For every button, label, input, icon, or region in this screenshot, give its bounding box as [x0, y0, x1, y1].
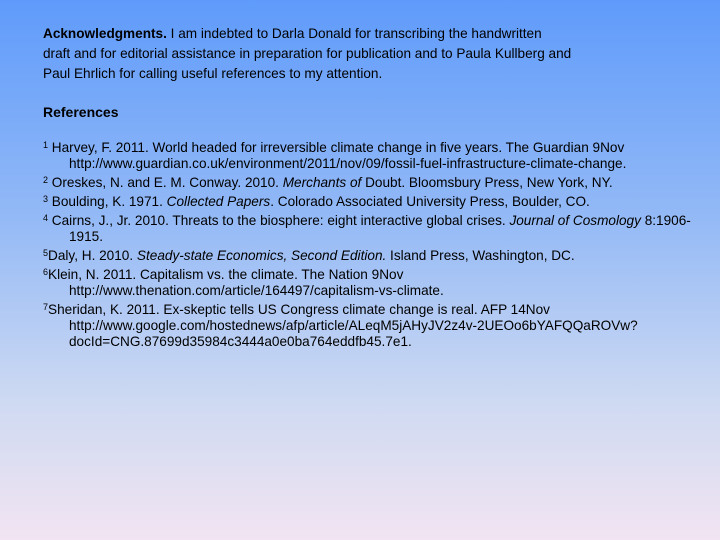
reference-number: 4 [43, 213, 49, 223]
acknowledgments-text-line3: Paul Ehrlich for calling useful references to my attention. [43, 66, 383, 81]
reference-item-7 [43, 302, 693, 350]
reference-text-tail: 8:1906-1915. [69, 213, 691, 244]
reference-title-italic: Merchants of [282, 175, 362, 190]
reference-item-1 [43, 140, 693, 172]
reference-item-5 [43, 248, 693, 264]
reference-text: Klein, N. 2011. Capitalism vs. the climate. The Nation 9Nov http://www.thenation.com/article/164497/capitalism-vs-climate. [48, 267, 444, 298]
reference-text: Oreskes, N. and E. M. Conway. 2010. [48, 175, 283, 190]
slide-content [43, 24, 693, 353]
acknowledgments-paragraph [43, 24, 693, 84]
reference-item-3 [43, 194, 693, 210]
acknowledgments-title: Acknowledgments. [43, 26, 167, 41]
reference-number: 6 [43, 267, 49, 277]
reference-text-tail: Island Press, Washington, DC. [386, 248, 575, 263]
reference-title-italic: Steady-state Economics, Second Edition. [136, 248, 387, 263]
reference-item-2 [43, 175, 693, 191]
reference-item-4 [43, 213, 693, 245]
reference-title-italic: Collected Papers [166, 194, 271, 209]
reference-text: Cairns, J., Jr. 2010. Threats to the biosphere: eight interactive global crises. [48, 213, 510, 228]
reference-number: 1 [43, 140, 49, 150]
reference-text: Sheridan, K. 2011. Ex-skeptic tells US Congress climate change is real. AFP 14Nov http://www.google.com/hostednews/afp/article/ALeqM5jAHyJV2z4v-2UEOo6bYAFQQaROVw?docId=CNG.87699d35984c3444a0e0ba764eddfb45.7e1. [48, 302, 638, 349]
reference-text: Harvey, F. 2011. World headed for irreversible climate change in five years. The Guardian 9Nov http://www.guardian.co.uk/environment/2011/nov/09/fossil-fuel-infrastructure-climate-change. [48, 140, 627, 171]
reference-title-italic: Journal of Cosmology [509, 213, 641, 228]
reference-text-tail: . Colorado Associated University Press, Boulder, CO. [270, 194, 590, 209]
references-list [43, 140, 693, 350]
reference-text: Daly, H. 2010. [48, 248, 137, 263]
reference-number: 7 [43, 302, 49, 312]
references-heading: References [43, 104, 119, 120]
acknowledgments-text-line1: I am indebted to Darla Donald for transcribing the handwritten [166, 26, 542, 41]
acknowledgments-text-line2: draft and for editorial assistance in preparation for publication and to Paula Kullberg and [43, 46, 572, 61]
reference-text: Boulding, K. 1971. [48, 194, 167, 209]
reference-text-tail: Doubt. Bloomsbury Press, New York, NY. [361, 175, 613, 190]
reference-number: 3 [43, 194, 49, 204]
reference-number: 2 [43, 175, 49, 185]
reference-number: 5 [43, 248, 49, 258]
reference-item-6 [43, 267, 693, 299]
